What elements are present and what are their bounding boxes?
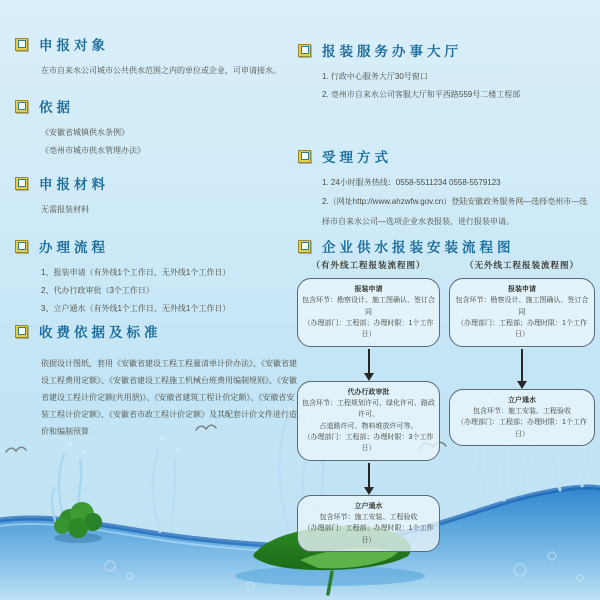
section-body-line: 《安徽省城镇供水条例》	[41, 128, 129, 137]
section-body-line: 1. 行政中心服务大厅30号窗口	[322, 72, 428, 81]
flow-box-water-connection: 立户通水 包含环节：施工安装、工程验收 （办理部门：工程部；办理时限：1个工作日）	[449, 389, 595, 446]
section-bullet-icon	[15, 177, 28, 190]
flowchart-subtitle: （无外线工程报装流程图）	[464, 260, 579, 270]
section-title: 企业供水报装安装流程图	[322, 240, 515, 255]
section-body-line: 1、报装申请（有外线1个工作日、无外线1个工作日）	[41, 268, 231, 277]
section-bullet-icon	[15, 325, 28, 338]
section-bullet-icon	[15, 240, 28, 253]
section-acceptance-method	[298, 146, 594, 232]
flow-arrow-down-icon	[297, 347, 440, 381]
section-service-hall	[298, 40, 520, 104]
section-body-line: 3、立户通水（有外线1个工作日、无外线1个工作日）	[41, 304, 231, 313]
section-title: 办理流程	[39, 240, 109, 255]
flow-box-application: 报装申请 包含环节：勘察设计、施工图确认、签订合同 （办理部门：工程部；办理时限：1个工作日）	[449, 278, 595, 347]
section-body-line: 在市自来水公司城市公共供水范围之内的单位或企业，可申请接水。	[41, 66, 281, 75]
section-flowchart-title	[298, 236, 515, 256]
hotline-numbers: 1. 24小时服务热线：0558-5511234 0558-5579123	[322, 178, 501, 187]
section-body-line: 2. 亳州市自来水公司客服大厅和平西路559号二楼工程部	[322, 90, 521, 99]
flow-box-administrative-approval: 代办行政审批 包含环节：工程规划许可、绿化许可、路政许可、 占道路许可、物料堆放许可等。 （办理部门：工程部；办理时限：3个工作日）	[297, 381, 440, 461]
section-body-line: 《亳州市城市供水管理办法》	[41, 146, 145, 155]
section-body-line: 无需报装材料	[41, 205, 89, 214]
flow-box-application: 报装申请 包含环节：勘察设计、施工图确认、签订合同 （办理部门：工程部；办理时限：1个工作日）	[297, 278, 440, 347]
section-application-target	[15, 34, 281, 80]
section-title: 受理方式	[322, 150, 392, 165]
section-title: 报装服务办事大厅	[322, 44, 462, 59]
section-materials	[15, 173, 109, 219]
section-process	[15, 236, 230, 318]
flow-arrow-down-icon	[297, 461, 440, 495]
flowchart-subtitle: （有外线工程报装流程图）	[311, 260, 426, 270]
flowchart-without-external-line	[449, 259, 595, 446]
section-title: 申报对象	[39, 38, 109, 53]
flow-arrow-down-icon	[449, 347, 595, 389]
section-title: 依据	[39, 100, 74, 115]
section-title: 申报材料	[39, 177, 109, 192]
section-bullet-icon	[298, 240, 311, 253]
flowchart-with-external-line	[297, 259, 440, 552]
online-application-instructions: 2.（网址http://www.ahzwfw.gov.cn）登陆安徽政务服务网—选择亳州市—选择市自来水公司—选项企业水表报装，进行报装申请。	[322, 197, 588, 226]
section-bullet-icon	[15, 100, 28, 113]
section-title: 收费依据及标准	[39, 325, 162, 340]
flow-box-water-connection: 立户通水 包含环节：施工安装、工程验收 （办理部门：工程部；办理时限：1个工作日）	[297, 495, 440, 552]
section-body-line: 2、代办行政审批（3个工作日）	[41, 286, 154, 295]
section-bullet-icon	[298, 150, 311, 163]
section-basis	[15, 96, 145, 160]
section-fees	[15, 321, 297, 440]
section-bullet-icon	[15, 38, 28, 51]
section-bullet-icon	[298, 44, 311, 57]
section-body-paragraph: 依据设计图纸，套用《安徽省建设工程工程量清单计价办法》、《安徽省建设工程费用定额》、《安徽省建设工程施工机械台班费用编制规则》、《安徽省建设工程计价定额(共用册)》、《安徽省建筑工程计价定额》、《安徽省安装工程计价定额》、《安徽省市政工程计价定额》及其配套计价文件进行造价和编制预算	[41, 359, 297, 436]
